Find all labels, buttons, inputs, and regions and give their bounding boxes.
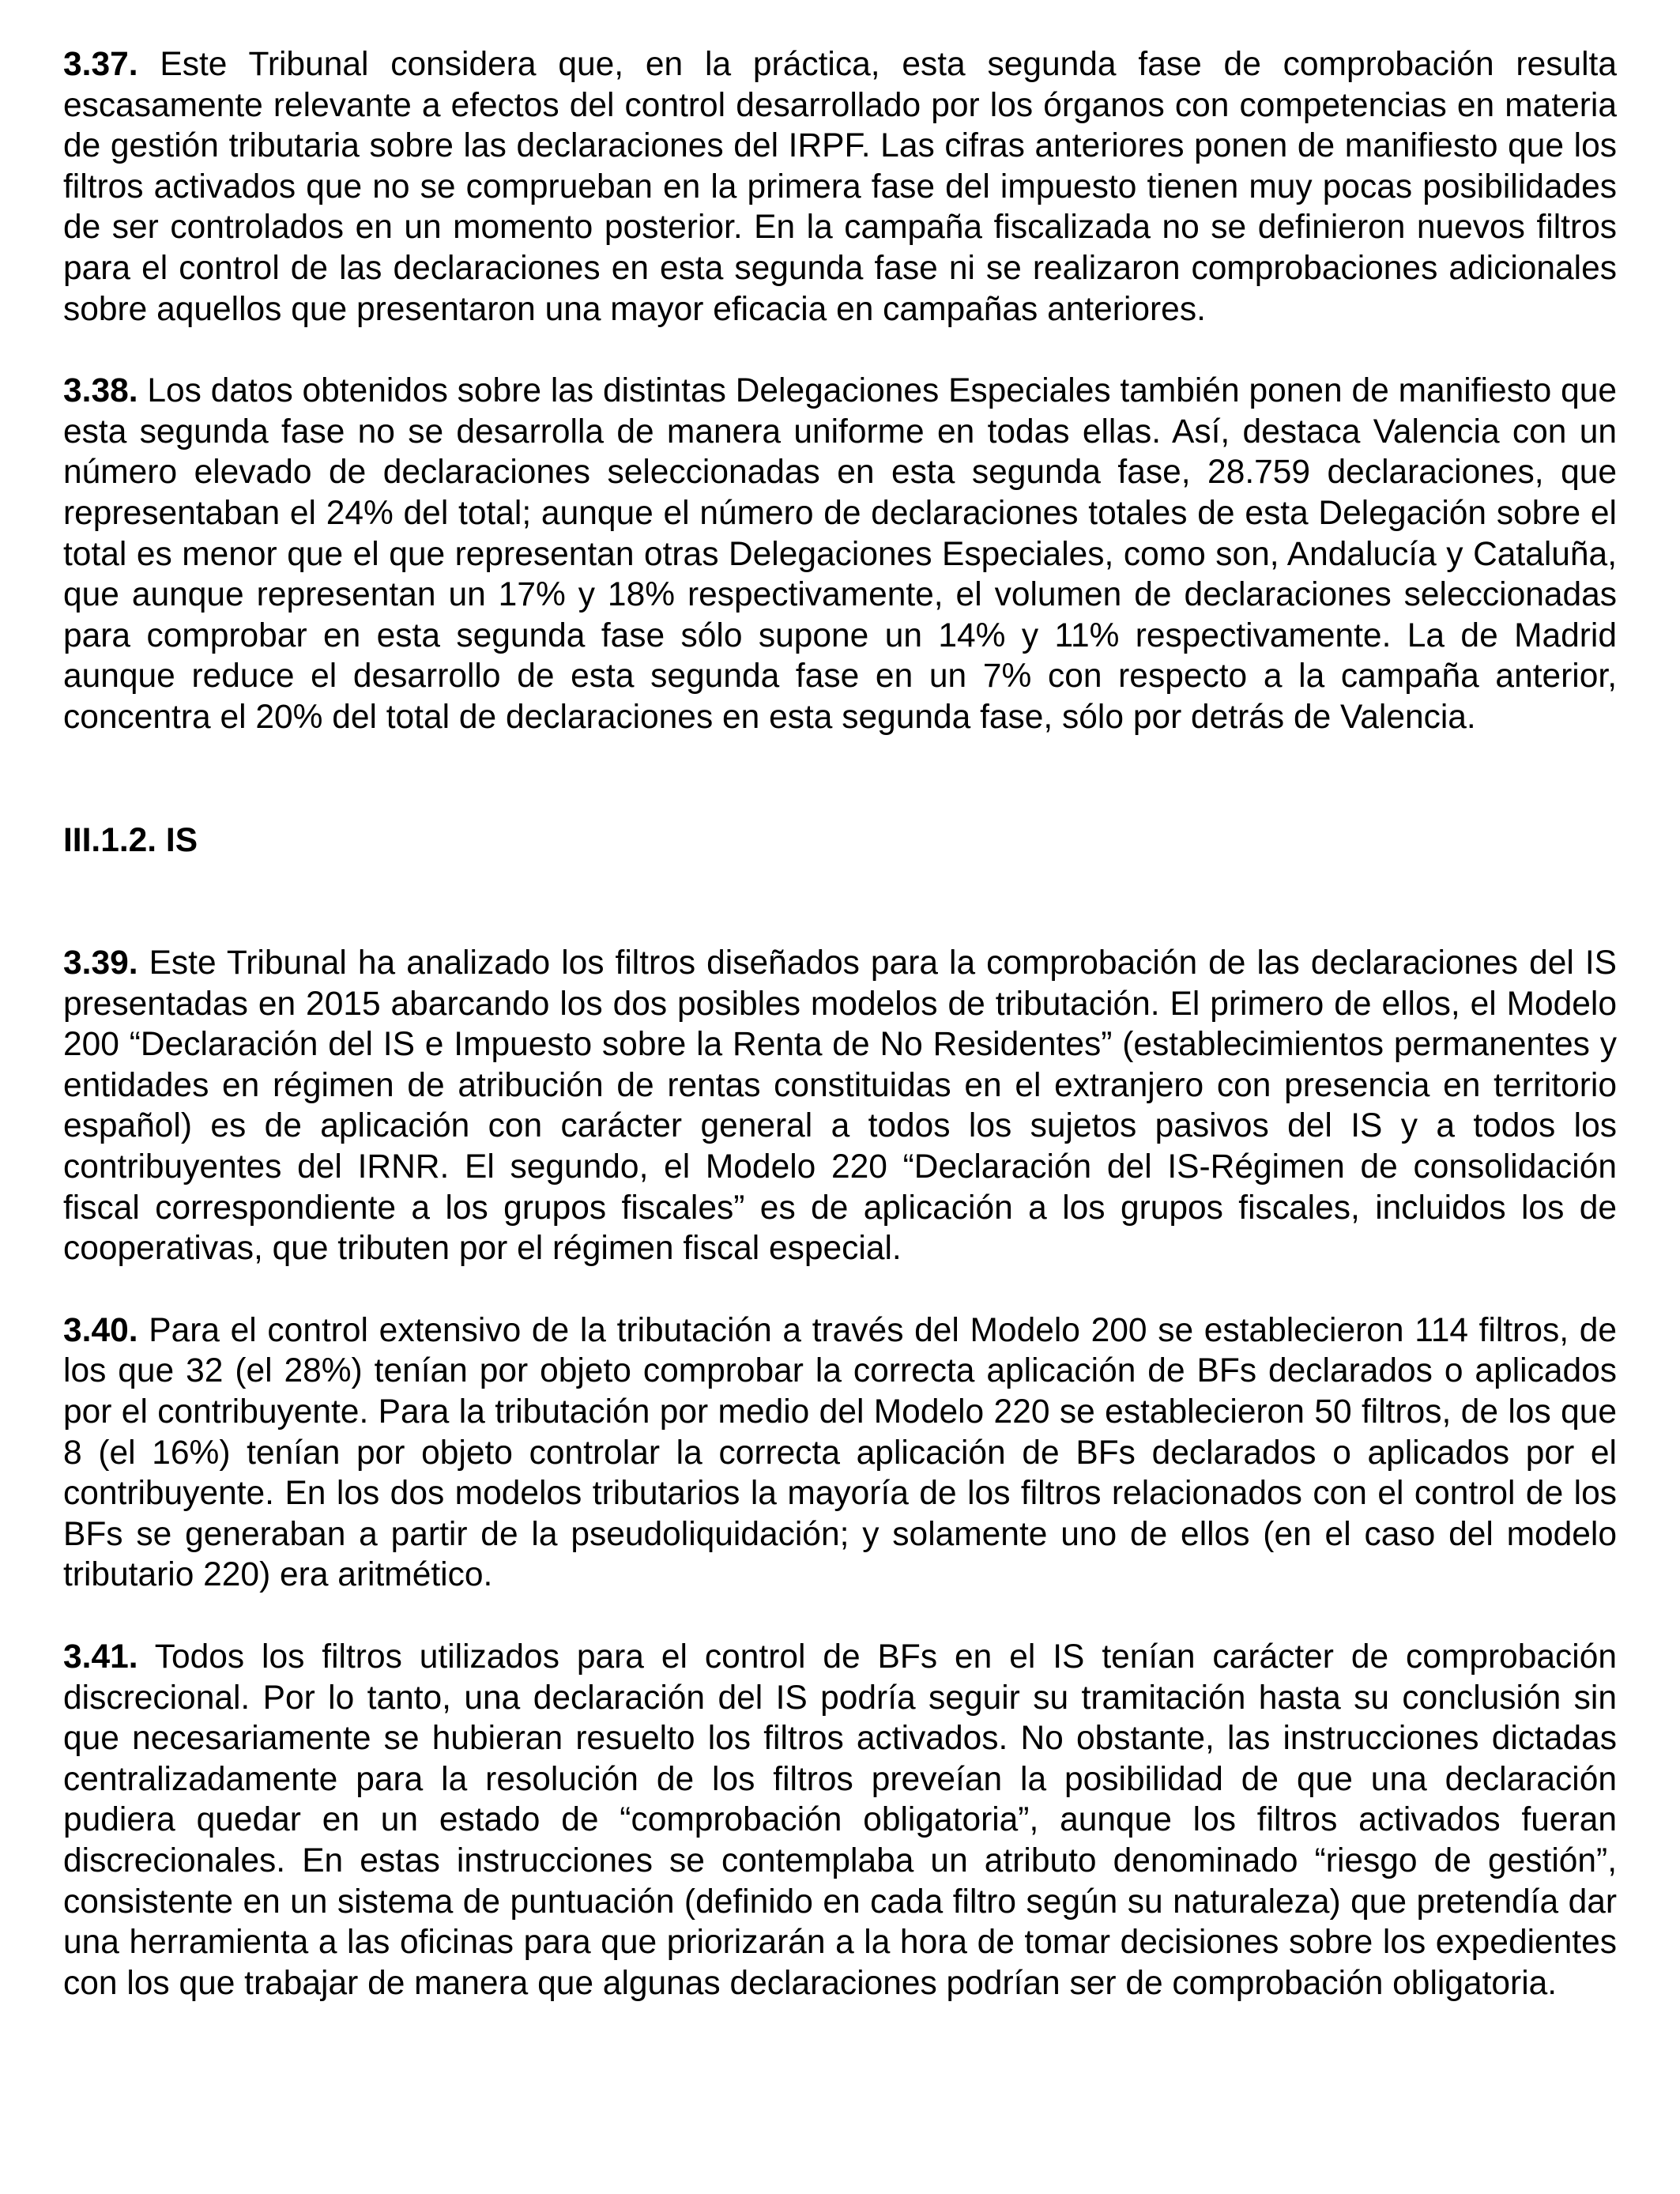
paragraph-3-40 <box>63 1310 1617 1596</box>
paragraph-number: 3.39. <box>63 944 138 982</box>
section-heading: III.1.2. IS <box>63 821 198 859</box>
paragraph-text: Todos los filtros utilizados para el control de BFs en el IS tenían carácter de comprobación discrecional. Por lo tanto, una declaración del IS podría seguir su tramitación hasta su conclusión sin que necesariamente se hubieran resuelto los filtros activados. No obstante, las instrucciones dictadas centralizadamente para la resolución de los filtros preveían la posibilidad de que una declaración pudiera quedar en un estado de “comprobación obligatoria”, aunque los filtros activados fueran discrecionales. En estas instrucciones se contemplaba un atributo denominado “riesgo de gestión”, consistente en un sistema de puntuación (definido en cada filtro según su naturaleza) que pretendía dar una herramienta a las oficinas para que priorizarán a la hora de tomar decisiones sobre los expedientes con los que trabajar de manera que algunas declaraciones podrían ser de comprobación obligatoria. <box>63 1638 1618 2002</box>
paragraph-number: 3.41. <box>63 1638 138 1676</box>
paragraph-number: 3.37. <box>63 46 138 83</box>
document-page <box>63 44 1617 2004</box>
paragraph-text: Para el control extensivo de la tributación a través del Modelo 200 se establecieron 114 filtros, de los que 32 (el 28%) tenían por objeto comprobar la correcta aplicación de BFs declarados o aplicados por el contribuyente. Para la tributación por medio del Modelo 220 se establecieron 50 filtros, de los que 8 (el 16%) tenían por objeto controlar la correcta aplicación de BFs declarados o aplicados por el contribuyente. En los dos modelos tributarios la mayoría de los filtros relacionados con el control de los BFs se generaban a partir de la pseudoliquidación; y solamente uno de ellos (en el caso del modelo tributario 220) era aritmético. <box>63 1311 1617 1594</box>
paragraph-number: 3.40. <box>63 1311 138 1349</box>
paragraph-text: Este Tribunal ha analizado los filtros diseñados para la comprobación de las declaraciones del IS presentadas en 2015 abarcando los dos posibles modelos de tributación. El primero de ellos, el Modelo 200 “Declaración del IS e Impuesto sobre la Renta de No Residentes” (establecimientos permanentes y entidades en régimen de atribución de rentas constituidas en el extranjero con presencia en territorio español) es de aplicación con carácter general a todos los sujetos pasivos del IS y a todos los contribuyentes del IRNR. El segundo, el Modelo 220 “Declaración del IS-Régimen de consolidación fiscal correspondiente a los grupos fiscales” es de aplicación a los grupos fiscales, incluidos los de cooperativas, que tributen por el régimen fiscal especial. <box>63 944 1617 1268</box>
paragraph-number: 3.38. <box>63 372 138 410</box>
paragraph-3-41 <box>63 1637 1617 2004</box>
paragraph-3-37 <box>63 44 1617 330</box>
paragraph-3-38 <box>63 371 1617 737</box>
paragraph-text: Los datos obtenidos sobre las distintas Delegaciones Especiales también ponen de manifiesto que esta segunda fase no se desarrolla de manera uniforme en todas ellas. Así, destaca Valencia con un número elevado de declaraciones seleccionadas en esta segunda fase, 28.759 declaraciones, que representaban el 24% del total; aunque el número de declaraciones totales de esta Delegación sobre el total es menor que el que representan otras Delegaciones Especiales, como son, Andalucía y Cataluña, que aunque representan un 17% y 18% respectivamente, el volumen de declaraciones seleccionadas para comprobar en esta segunda fase sólo supone un 14% y 11% respectivamente. La de Madrid aunque reduce el desarrollo de esta segunda fase en un 7% con respecto a la campaña anterior, concentra el 20% del total de declaraciones en esta segunda fase, sólo por detrás de Valencia. <box>63 372 1618 736</box>
paragraph-3-39 <box>63 943 1617 1269</box>
paragraph-text: Este Tribunal considera que, en la práctica, esta segunda fase de comprobación resulta escasamente relevante a efectos del control desarrollado por los órganos con competencias en materia de gestión tributaria sobre las declaraciones del IRPF. Las cifras anteriores ponen de manifiesto que los filtros activados que no se comprueban en la primera fase del impuesto tienen muy pocas posibilidades de ser controlados en un momento posterior. En la campaña fiscalizada no se definieron nuevos filtros para el control de las declaraciones en esta segunda fase ni se realizaron comprobaciones adicionales sobre aquellos que presentaron una mayor eficacia en campañas anteriores. <box>63 46 1617 328</box>
